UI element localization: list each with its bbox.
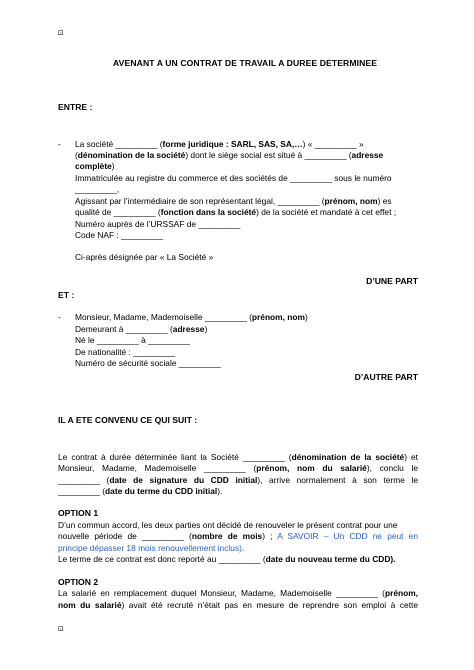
option1-line-2: nouvelle période de _________ (nombre de mois) ; A SAVOIR – Un CDD ne peut en — [58, 531, 418, 541]
option2-line-2: nom du salarié) avait été recruté n’était pas en mesure de reprendre son emploi à cette — [58, 600, 419, 610]
option2-line-1: La salarié en remplacement duquel Monsieur, Madame, Mademoiselle _________ (prénom, — [58, 588, 418, 598]
entre-line-8: Numéro auprès de l’URSSAF de _________ — [75, 219, 241, 229]
intro-line-4: _________ (date du terme du CDD initial). — [58, 486, 223, 496]
option2-title: OPTION 2 — [58, 577, 99, 587]
option1-line-3: principe dépasser 18 mois renouvellement inclus). — [58, 543, 245, 553]
et-line-4: De nationalité : _________ — [75, 347, 176, 357]
entre-line-6: Agissant par l’intermédiaire de son représentant légal, _________ (prénom, nom) es — [75, 196, 392, 206]
bottom-marker: ⊡ — [58, 626, 64, 633]
entre-line-9: Code NAF : _________ — [75, 230, 163, 240]
et-dash: - — [58, 312, 61, 322]
top-marker: ⊡ — [58, 30, 64, 37]
et-heading: ET : — [58, 290, 75, 300]
et-line-1: Monsieur, Madame, Mademoiselle _________ (prénom, nom) — [75, 312, 308, 322]
entre-heading: ENTRE : — [58, 102, 93, 112]
option1-line-4: Le terme de ce contrat est donc reporté au _________ (date du nouveau terme du CDD). — [58, 554, 396, 564]
entre-line-7: qualité de _________ (fonction dans la société) de la société et mandaté à cet effet ; — [75, 207, 397, 217]
option1-title: OPTION 1 — [58, 508, 99, 518]
entre-line-2: (dénomination de la société) dont le siège social est situé à _________ (adresse — [75, 150, 384, 160]
et-party: D’AUTRE PART — [354, 372, 418, 382]
entre-dash: - — [58, 139, 61, 149]
et-line-3: Né le _________ à _________ — [75, 335, 191, 345]
entre-line-4: Immatriculée au registre du commerce et des sociétés de _________ sous le numéro — [75, 173, 392, 183]
intro-line-3: _________ (date de signature du CDD initial), arrive normalement à son terme le — [58, 475, 418, 485]
option1-line-1: D’un commun accord, les deux parties ont décidé de renouveler le présent contrat pour une — [58, 520, 398, 530]
entre-line-5: _________, — [75, 184, 120, 194]
et-line-5: Numéro de sécurité sociale _________ — [75, 358, 221, 368]
entre-party: D’UNE PART — [366, 276, 418, 286]
document-title: AVENANT A UN CONTRAT DE TRAVAIL A DUREE DETERMINEE — [113, 58, 378, 68]
intro-line-1: Le contrat à durée déterminée liant la Société _________ (dénomination de la société) et — [58, 452, 418, 462]
intro-line-2: Monsieur, Madame, Mademoiselle _________ (prénom, nom du salarié), conclu le — [58, 463, 419, 473]
entre-line-1: La société _________ (forme juridique : SARL, SAS, SA,…) « _________ » — [75, 139, 364, 149]
et-line-2: Demeurant à _________ (adresse) — [75, 324, 208, 334]
entre-line-10: Ci-après désignée par « La Société » — [75, 252, 214, 262]
section-heading: IL A ETE CONVENU CE QUI SUIT : — [58, 415, 198, 425]
entre-line-3: complète) — [75, 161, 115, 171]
